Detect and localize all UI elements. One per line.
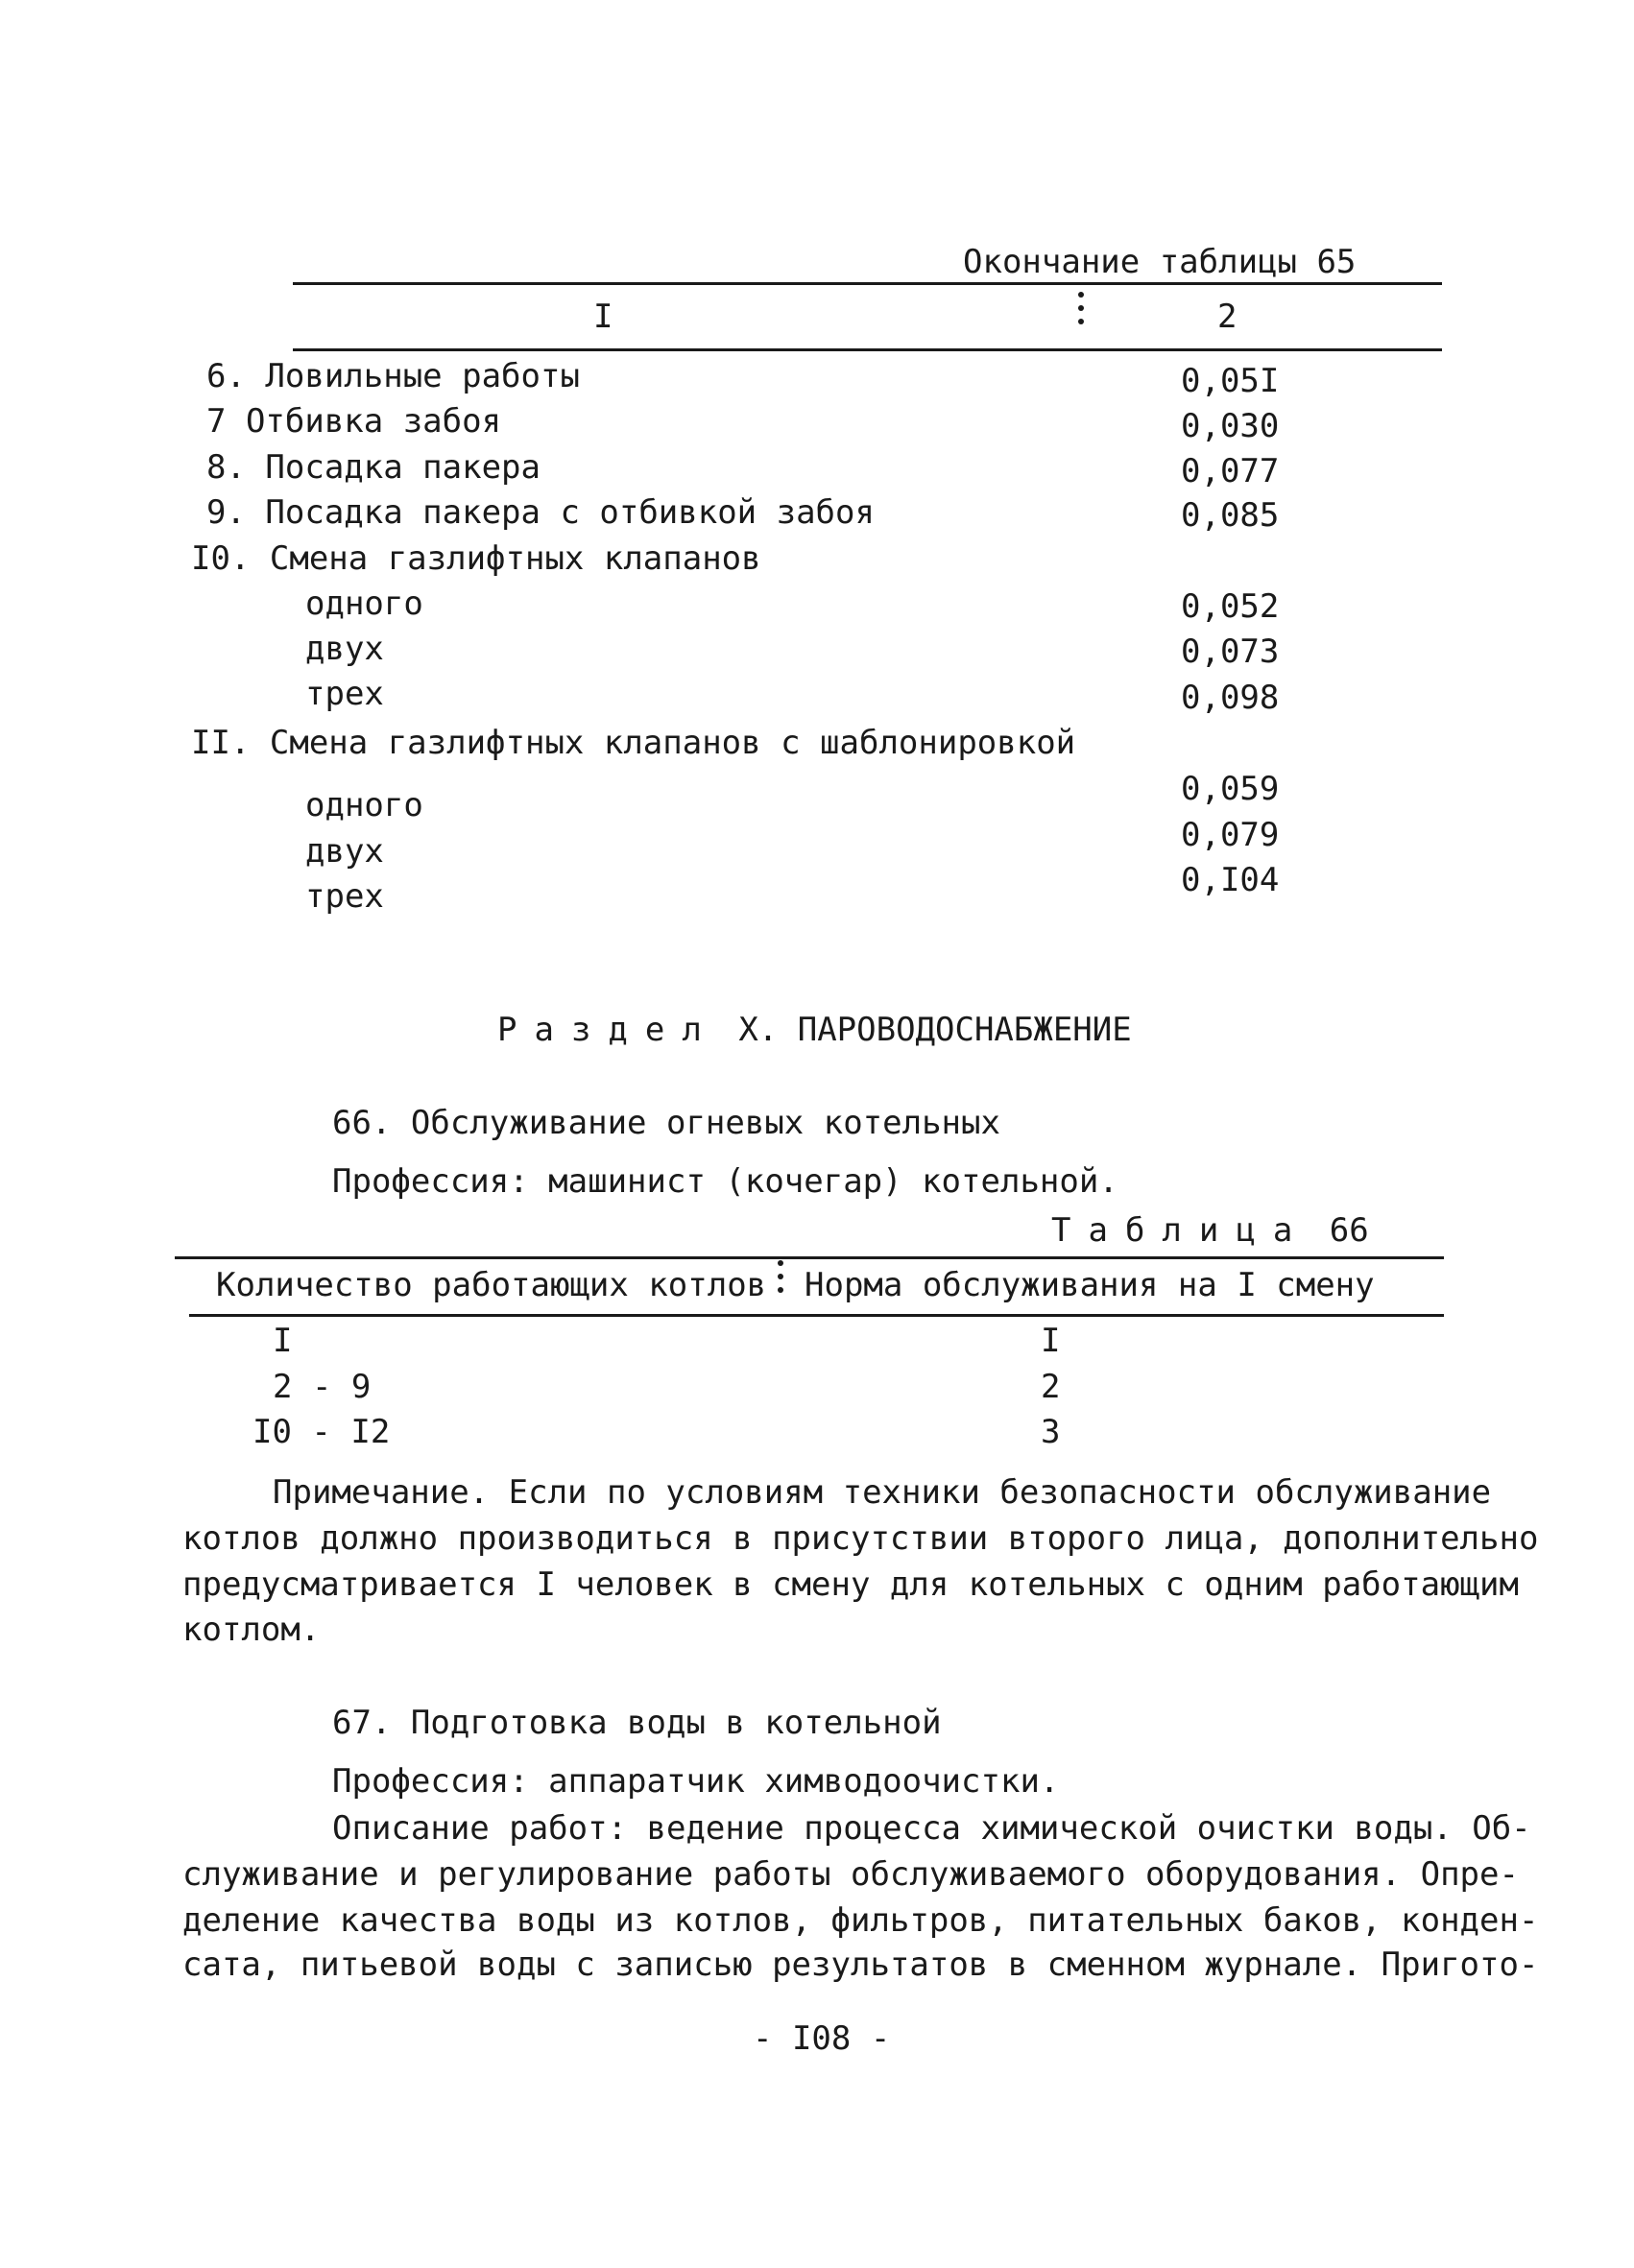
table66-count: 2 - 9 (273, 1368, 372, 1406)
table65-header-rule (293, 348, 1442, 351)
table65-caption: Окончание таблицы 65 (963, 243, 1357, 281)
table65-row-label: одного (305, 585, 423, 623)
table65-row-value: 0,05I (1181, 362, 1280, 400)
table65-row-label: 9. Посадка пакера с отбивкой забоя (206, 493, 875, 532)
section-prefix: Раздел (497, 1011, 719, 1049)
table65-row-label: II. Смена газлифтных клапанов с шаблонировкой (191, 724, 1076, 762)
table66-norm: I (1041, 1322, 1061, 1360)
section-title: X. ПАРОВОДОСНАБЖЕНИЕ (738, 1011, 1132, 1049)
table66-caption-number: 66 (1329, 1211, 1369, 1250)
table66-count: I (273, 1322, 293, 1360)
note-line: котлов должно производиться в присутствии второго лица, дополнительно (182, 1519, 1539, 1558)
table66-header-rule (189, 1314, 1444, 1317)
table65-row-value: 0,085 (1181, 496, 1280, 535)
note-line: Примечание. Если по условиям техники безопасности обслуживание (273, 1473, 1492, 1512)
table65-row-value: 0,098 (1181, 679, 1280, 717)
table66-header-divider (778, 1260, 783, 1301)
table66-caption (1051, 1211, 1369, 1250)
item66-profession: Профессия: машинист (кочегар) котельной. (332, 1162, 1118, 1201)
table65-header-col1: I (593, 298, 613, 336)
table65-row-label: трех (305, 877, 384, 916)
description-line: служивание и регулирование работы обслуживаемого оборудования. Опре- (182, 1855, 1519, 1894)
description-line: деление качества воды из котлов, фильтров, питательных баков, конден- (182, 1901, 1539, 1940)
table65-row-label: 7 Отбивка забоя (206, 402, 502, 441)
item67-profession: Профессия: аппаратчик химводоочистки. (332, 1762, 1060, 1801)
table65-row-label: 6. Ловильные работы (206, 357, 580, 395)
table65-row-label: трех (305, 675, 384, 713)
table65-top-rule (293, 282, 1442, 285)
table65-row-label: I0. Смена газлифтных клапанов (191, 539, 761, 578)
table66-header-col2: Норма обслуживания на I смену (805, 1266, 1375, 1304)
table66-norm: 3 (1041, 1413, 1061, 1451)
note-line: котлом. (182, 1611, 321, 1649)
table65-row-value: 0,077 (1181, 452, 1280, 490)
description-line: сата, питьевой воды с записью результатов в сменном журнале. Пригото- (182, 1946, 1539, 1984)
table66-top-rule (175, 1256, 1444, 1259)
table65-row-label: одного (305, 786, 423, 824)
table65-header-col2: 2 (1217, 298, 1238, 336)
table65-row-label: 8. Посадка пакера (206, 448, 541, 487)
section-heading (497, 1011, 1132, 1049)
table65-row-value: 0,052 (1181, 587, 1280, 626)
page-number: - I08 - (753, 2019, 891, 2058)
table65-row-label: двух (305, 630, 384, 668)
table65-row-value: 0,030 (1181, 407, 1280, 445)
table66-count: I0 - I2 (252, 1413, 391, 1451)
table65-row-value: 0,I04 (1181, 861, 1280, 899)
table65-header-divider (1078, 292, 1084, 332)
table65-row-value: 0,059 (1181, 770, 1280, 808)
table66-caption-word: Таблица (1051, 1211, 1310, 1250)
description-line: Описание работ: ведение процесса химической очистки воды. Об- (332, 1809, 1531, 1848)
item67-heading: 67. Подготовка воды в котельной (332, 1704, 942, 1742)
note-line: предусматривается I человек в смену для котельных с одним работающим (182, 1565, 1519, 1604)
table65-row-label: двух (305, 832, 384, 871)
table66-header-col1: Количество работающих котлов (216, 1266, 767, 1304)
table65-row-value: 0,073 (1181, 633, 1280, 671)
item66-heading: 66. Обслуживание огневых котельных (332, 1104, 1000, 1142)
table65-row-value: 0,079 (1181, 816, 1280, 854)
table66-norm: 2 (1041, 1368, 1061, 1406)
